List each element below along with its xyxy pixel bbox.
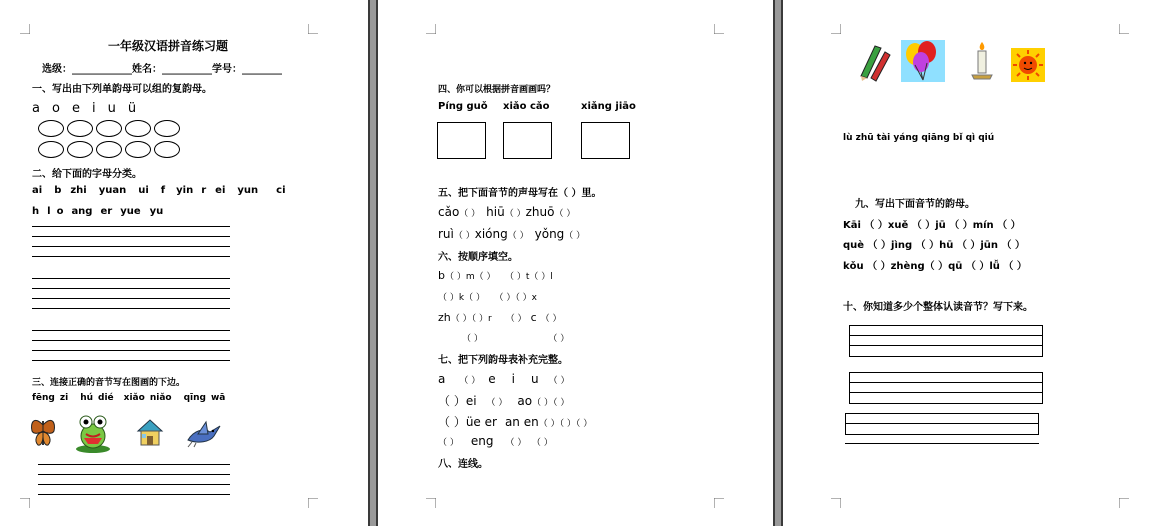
letter: yuan (98, 185, 127, 196)
writing-line[interactable] (38, 494, 230, 495)
answer-oval[interactable] (96, 141, 122, 158)
letter: b (438, 269, 445, 282)
writing-line[interactable] (38, 464, 230, 465)
answer-blank[interactable]: （ ） (540, 314, 562, 324)
drawing-box[interactable] (503, 122, 552, 159)
letter: c (530, 311, 537, 324)
syllable: yǒng (534, 227, 565, 241)
answer-blank[interactable]: （ ）ei (438, 394, 477, 408)
drawing-box[interactable] (437, 122, 486, 159)
worksheet-title: 一年级汉语拼音练习题 (108, 39, 229, 53)
drawing-box[interactable] (581, 122, 630, 159)
q6-row-3 (438, 311, 562, 324)
letter: a (438, 372, 446, 386)
name-label: 姓名： (132, 64, 162, 75)
vowel: o (51, 101, 60, 116)
letter: b (54, 185, 62, 196)
question-9: 九、写出下面音节的韵母。 (855, 199, 975, 210)
vowel: i (91, 101, 96, 116)
letter: yue (120, 206, 141, 217)
syllable: hú (80, 393, 94, 403)
answer-oval[interactable] (96, 120, 122, 137)
corner-mark (1119, 498, 1129, 508)
writing-line[interactable] (38, 484, 230, 485)
syllable-row (32, 393, 225, 403)
letter: ai (32, 185, 43, 196)
answer-blank[interactable]: （ ）（ ）r (450, 314, 492, 324)
syllable: xiǎo (123, 393, 145, 403)
q6-row-2 (438, 290, 537, 303)
writing-line[interactable] (32, 236, 230, 237)
corner-mark (20, 24, 30, 34)
answer-blank[interactable]: （ ）k (438, 293, 465, 303)
q9-row-2[interactable]: què （ ）jìng （ ）hū （ ）jūn （ ） (843, 240, 1025, 251)
letter: f (160, 185, 166, 196)
answer-blank[interactable]: （ ） (564, 231, 586, 241)
letter: u (530, 372, 539, 386)
id-label: 学号： (212, 64, 242, 75)
writing-line[interactable] (32, 330, 230, 331)
answer-oval[interactable] (38, 120, 64, 137)
corner-mark (308, 24, 318, 34)
q7-row-2 (438, 392, 569, 409)
answer-blank[interactable]: （ ） (486, 398, 508, 408)
answer-blank[interactable]: （ ）üe er (438, 415, 497, 429)
id-blank[interactable]: ________ (242, 64, 282, 75)
document-page-3[interactable] (783, 0, 1149, 526)
draw-word-2: xiǎo cǎo (503, 101, 550, 112)
draw-word-1: Píng guǒ (438, 101, 488, 112)
balloons-picture (901, 40, 945, 82)
letter: yu (149, 206, 164, 217)
question-2: 二、给下面的字母分类。 (32, 169, 142, 180)
writing-line[interactable] (32, 246, 230, 247)
vowel: e (71, 101, 80, 116)
corner-mark (714, 24, 724, 34)
answer-blank[interactable]: （ ） (507, 231, 529, 241)
syllable: xióng (474, 227, 508, 241)
letter: e (488, 372, 496, 386)
corner-mark (831, 24, 841, 34)
answer-blank[interactable]: （ ） (464, 293, 485, 303)
answer-blank[interactable]: （ ）（ ）x (498, 293, 538, 303)
butterfly-picture (30, 415, 56, 449)
answer-blank[interactable]: （ ）（ ） (532, 398, 570, 408)
house-picture (136, 418, 164, 448)
question-7: 七、把下列韵母表补充完整。 (438, 355, 568, 366)
writing-frame[interactable] (849, 325, 1043, 357)
q7-row-3 (438, 413, 592, 430)
answer-blank[interactable]: （ ） (554, 209, 576, 219)
answer-blank[interactable]: （ ） (548, 376, 570, 386)
class-label: 选级： (42, 64, 72, 75)
syllable: wā (210, 393, 226, 403)
letter: l (47, 206, 51, 217)
sun-picture (1011, 48, 1045, 82)
letter: an en (504, 415, 539, 429)
syllable: cǎo (438, 205, 460, 219)
letters-row-2 (32, 206, 163, 217)
answer-blank[interactable]: （ ） (459, 209, 481, 219)
syllable: hiū (486, 205, 505, 219)
writing-line[interactable] (32, 350, 230, 351)
corner-mark (426, 24, 436, 34)
page-gutter-2 (773, 0, 783, 526)
writing-line[interactable] (32, 308, 230, 309)
vowel: a (32, 101, 40, 116)
answer-blank[interactable]: （ ）t (509, 272, 530, 282)
writing-line[interactable] (32, 226, 230, 227)
syllable: niǎo (149, 393, 172, 403)
vowel: u (107, 101, 116, 116)
letter: ang (71, 206, 93, 217)
bird-picture (184, 420, 224, 448)
q5-row-1 (438, 205, 575, 219)
q7-row-1 (438, 372, 569, 386)
document-page-1[interactable] (0, 0, 368, 526)
answer-oval[interactable] (154, 141, 180, 158)
q7-row-4 (438, 434, 553, 448)
answer-oval[interactable] (67, 120, 93, 137)
letter: zh (438, 311, 451, 324)
writing-line[interactable] (32, 278, 230, 279)
corner-mark (831, 498, 841, 508)
letter: eng (470, 434, 494, 448)
syllable: zi (59, 393, 69, 403)
syllable: ruì (438, 227, 454, 241)
answer-blank[interactable]: （ ）l (529, 272, 553, 282)
answer-oval[interactable] (125, 141, 151, 158)
answer-blank[interactable]: （ ）（ ）（ ） (538, 419, 593, 429)
question-1: 一、写出由下列单韵母可以组的复韵母。 (32, 84, 212, 95)
letter: h (32, 206, 40, 217)
answer-blank[interactable]: （ ） (459, 376, 481, 386)
writing-line[interactable] (845, 443, 1039, 444)
answer-blank[interactable]: （ ） (438, 438, 459, 448)
answer-blank[interactable]: （ ） (462, 334, 483, 344)
answer-oval[interactable] (38, 141, 64, 158)
student-info-line (42, 60, 282, 75)
letter: ao (517, 394, 533, 408)
writing-line[interactable] (32, 360, 230, 361)
answer-blank[interactable]: （ ） (453, 231, 475, 241)
letter: o (56, 206, 64, 217)
question-3: 三、连接正确的音节写在图画的下边。 (32, 378, 186, 388)
picture-words: lù zhū tài yáng qiāng bǐ qì qiú (843, 133, 995, 143)
letters-row-1 (32, 185, 286, 196)
writing-line[interactable] (38, 474, 230, 475)
syllable: zhuō (525, 205, 555, 219)
letter: zhi (70, 185, 87, 196)
answer-blank[interactable]: （ ） (505, 438, 527, 448)
answer-oval[interactable] (125, 120, 151, 137)
syllable: qīng (183, 393, 206, 403)
q9-row-3[interactable]: kǒu （ ）zhèng（ ）qū （ ）lǚ （ ） (843, 261, 1027, 272)
letter: ei (215, 185, 226, 196)
letter: er (100, 206, 113, 217)
answer-blank[interactable]: （ ） (505, 314, 527, 324)
question-10: 十、你知道多少个整体认读音节？写下来。 (843, 302, 1033, 313)
question-5: 五、把下面音节的声母写在（ ）里。 (438, 188, 602, 199)
corner-mark (714, 498, 724, 508)
q6-row-4 (462, 331, 569, 344)
pencil-picture (855, 42, 893, 82)
q5-row-2 (438, 227, 585, 241)
writing-line[interactable] (32, 340, 230, 341)
answer-oval[interactable] (154, 120, 180, 137)
letter: yin (176, 185, 194, 196)
class-blank[interactable]: ____________ (72, 64, 132, 75)
corner-mark (426, 498, 436, 508)
writing-line[interactable] (32, 288, 230, 289)
question-6: 六、按顺序填空。 (438, 252, 518, 263)
answer-blank[interactable]: （ ）m (444, 272, 475, 282)
q6-row-1 (438, 269, 553, 282)
syllable: dié (98, 393, 114, 403)
vowel-row (32, 101, 136, 116)
answer-blank[interactable]: （ ） (536, 438, 553, 448)
page-gutter-1 (368, 0, 378, 526)
question-8: 八、连线。 (438, 459, 488, 470)
corner-mark (20, 498, 30, 508)
answer-blank[interactable]: （ ） (504, 209, 526, 219)
answer-oval[interactable] (67, 141, 93, 158)
vowel: ü (127, 101, 137, 116)
answer-blank[interactable]: （ ） (552, 334, 570, 344)
letter: ui (138, 185, 149, 196)
syllable: fēng (32, 393, 55, 403)
letter: i (511, 372, 515, 386)
writing-line[interactable] (32, 298, 230, 299)
q9-row-1[interactable]: Kāi （ ）xuě （ ）jū （ ）mín （ ） (843, 220, 1021, 231)
answer-blank[interactable]: （ ） (474, 272, 496, 282)
draw-word-3: xiǎng jiāo (581, 101, 636, 112)
writing-line[interactable] (32, 256, 230, 257)
letter: ci (276, 185, 286, 196)
writing-frame[interactable] (845, 413, 1039, 435)
letter: yun (237, 185, 259, 196)
document-page-2[interactable] (378, 0, 773, 526)
candle-picture (969, 40, 995, 82)
name-blank[interactable]: __________ (162, 64, 212, 75)
frog-picture (74, 414, 112, 454)
corner-mark (1119, 24, 1129, 34)
writing-frame[interactable] (849, 372, 1043, 404)
question-4: 四、你可以根据拼音画画吗？ (438, 85, 556, 95)
letter: r (201, 185, 207, 196)
corner-mark (308, 498, 318, 508)
